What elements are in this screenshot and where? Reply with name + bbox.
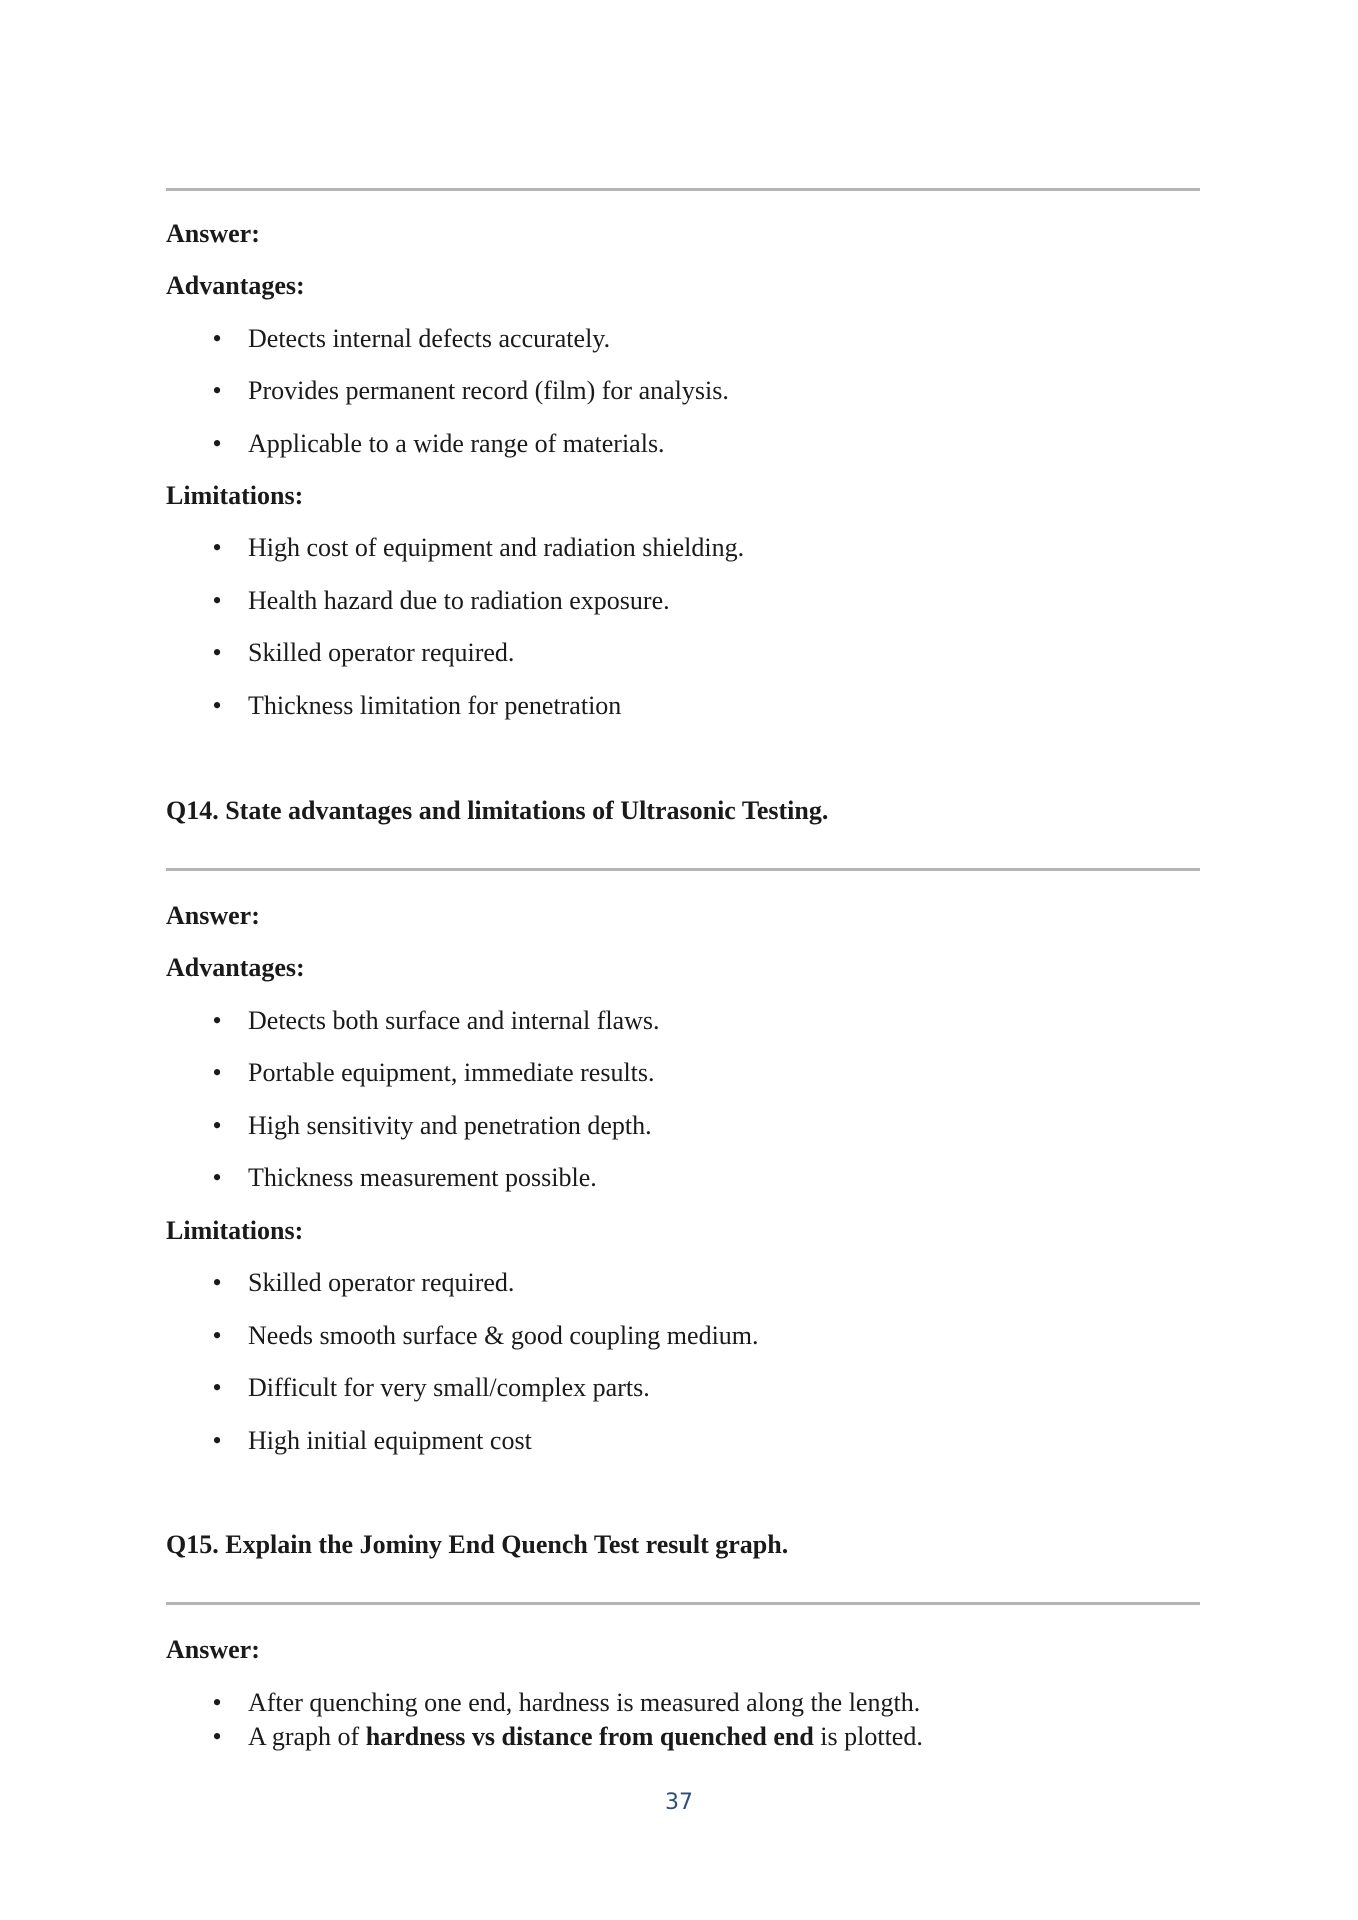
list-item-text: Skilled operator required. (248, 1268, 515, 1297)
list-item-text: High cost of equipment and radiation shielding. (248, 533, 745, 562)
list-item-text: Needs smooth surface & good coupling medium. (248, 1321, 759, 1350)
bullet-icon: • (212, 1688, 222, 1717)
list-item (212, 1058, 655, 1088)
bullet-icon: • (212, 1163, 222, 1192)
list-item-text: Difficult for very small/complex parts. (248, 1373, 650, 1402)
list-item (212, 586, 670, 616)
list-item (212, 1426, 532, 1456)
list-item-text: Detects internal defects accurately. (248, 324, 611, 353)
horizontal-rule (166, 188, 1200, 191)
list-item (212, 1321, 759, 1351)
list-item-text: High sensitivity and penetration depth. (248, 1111, 652, 1140)
advantages-label: Advantages: (166, 953, 305, 982)
answer-label: Answer: (166, 1635, 260, 1664)
bullet-icon: • (212, 1373, 222, 1402)
advantages-label: Advantages: (166, 271, 305, 300)
list-item-text: Skilled operator required. (248, 638, 515, 667)
list-item (212, 533, 745, 563)
list-item (212, 1268, 515, 1298)
bullet-icon: • (212, 376, 222, 405)
list-item (212, 1111, 652, 1141)
answer-label: Answer: (166, 901, 260, 930)
bullet-icon: • (212, 1321, 222, 1350)
list-item (212, 376, 729, 406)
bullet-icon: • (212, 429, 222, 458)
horizontal-rule (166, 1602, 1200, 1605)
horizontal-rule (166, 868, 1200, 871)
list-item (212, 1163, 597, 1193)
list-item (212, 1688, 921, 1718)
bullet-icon: • (212, 1058, 222, 1087)
bullet-icon: • (212, 324, 222, 353)
list-item-text-suffix: is plotted. (813, 1722, 923, 1751)
bullet-icon: • (212, 638, 222, 667)
list-item-text: Thickness measurement possible. (248, 1163, 597, 1192)
question-heading: Q14. State advantages and limitations of Ultrasonic Testing. (166, 796, 829, 825)
list-item-text: Portable equipment, immediate results. (248, 1058, 655, 1087)
bullet-icon: • (212, 1268, 222, 1297)
bullet-icon: • (212, 1722, 222, 1751)
bullet-icon: • (212, 586, 222, 615)
bullet-icon: • (212, 1111, 222, 1140)
question-heading: Q15. Explain the Jominy End Quench Test result graph. (166, 1530, 789, 1559)
bullet-icon: • (212, 691, 222, 720)
list-item-text: Thickness limitation for penetration (248, 691, 622, 720)
list-item-text: After quenching one end, hardness is measured along the length. (248, 1688, 921, 1717)
list-item-text: Applicable to a wide range of materials. (248, 429, 665, 458)
list-item (212, 1373, 650, 1403)
list-item (212, 429, 665, 459)
list-item (212, 1722, 923, 1752)
answer-label: Answer: (166, 219, 260, 248)
list-item-text: Provides permanent record (film) for analysis. (248, 376, 729, 405)
bullet-icon: • (212, 533, 222, 562)
list-item (212, 1006, 660, 1036)
limitations-label: Limitations: (166, 1216, 304, 1245)
limitations-label: Limitations: (166, 481, 304, 510)
list-item-text-emphasis: hardness vs distance from quenched end (365, 1722, 814, 1751)
list-item (212, 324, 611, 354)
bullet-icon: • (212, 1006, 222, 1035)
list-item-text: Detects both surface and internal flaws. (248, 1006, 660, 1035)
list-item-text: Health hazard due to radiation exposure. (248, 586, 670, 615)
list-item-text-prefix: A graph of (248, 1722, 366, 1751)
list-item (212, 638, 515, 668)
list-item-text: High initial equipment cost (248, 1426, 532, 1455)
list-item (212, 691, 622, 721)
page-number: 37 (665, 1790, 693, 1815)
bullet-icon: • (212, 1426, 222, 1455)
